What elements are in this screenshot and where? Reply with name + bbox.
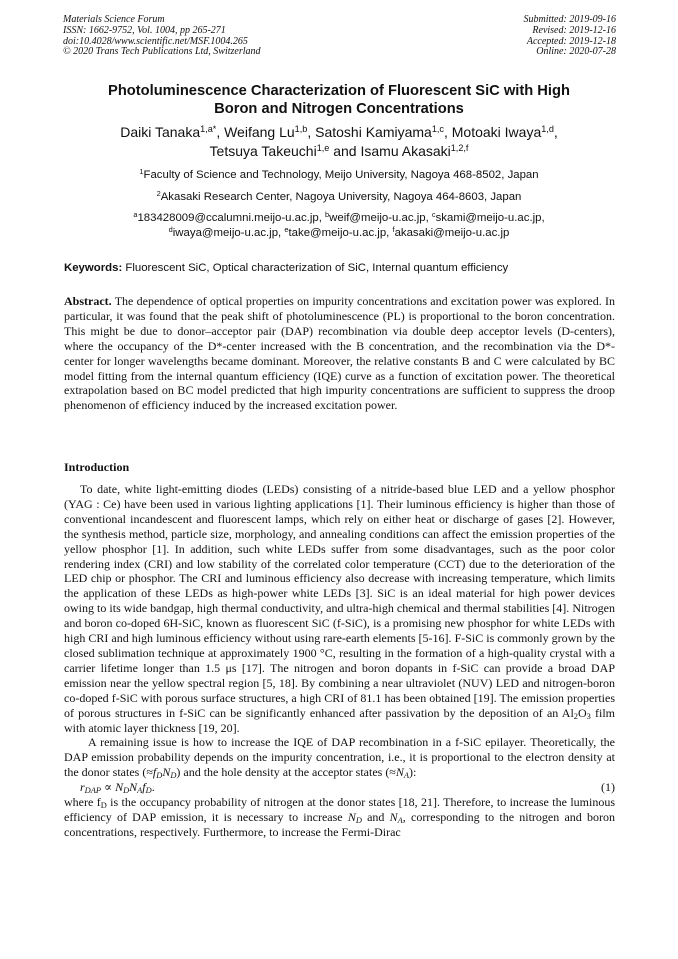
subscript: D xyxy=(355,816,362,826)
paragraph-text: A remaining issue is how to increase the IQE of DAP recombination in a f-SiC epilayer. Theoretically, the DAP emission probability depends on the impurity concentration, i.e., it is proportional to the electron density at the donor states (≈ xyxy=(64,735,615,780)
title-line-1: Photoluminescence Characterization of Fluorescent SiC with High xyxy=(108,83,570,99)
accepted-date: Accepted: 2019-12-18 xyxy=(526,35,616,47)
author-affiliation-sup: 1,2,f xyxy=(450,143,469,153)
keywords-text: Fluorescent SiC, Optical characterization of SiC, Internal quantum efficiency xyxy=(122,262,509,274)
email-link[interactable]: 183428009@ccalumni.meijo-u.ac.jp, xyxy=(137,212,326,224)
affiliation-text: Faculty of Science and Technology, Meijo University, Nagoya 468-8502, Japan xyxy=(143,169,539,181)
author-affiliation-sup: 1,c xyxy=(431,124,444,134)
eq-symbol: f xyxy=(142,780,146,795)
email-link[interactable]: akasaki@meijo-u.ac.jp xyxy=(394,226,510,239)
subscript: A xyxy=(397,816,403,826)
author-affiliation-sup: 1,e xyxy=(316,143,330,153)
submitted-date: Submitted: 2019-09-16 xyxy=(523,14,616,25)
eq-relation: ∝ xyxy=(100,780,116,795)
intro-paragraph-3 xyxy=(64,795,615,840)
eq-symbol: N xyxy=(115,780,124,795)
paper-title xyxy=(64,82,614,118)
eq-symbol: r xyxy=(80,780,85,795)
abstract-text: The dependence of optical properties on impurity concentrations and excitation power was explored. In particular, it was found that the peak shift of photoluminescence (PL) is proportional to the boron concentration. This might be due to donor–acceptor pair (DAP) recombination via double deep acceptor levels (D-centers), where the occupancy of the D*-center increased with the B concentration, and the recombination via the D*-center for longer wavelengths became dominant. Moreover, the relative constants B and C were calculated by BC model fitting from the internal quantum efficiency (IQE) curve as a function of excitation power. The theoretical extrapolation based on BC model predicted that high impurity concentrations are sufficient to suppress the droop phenomenon of efficiency induced by the increased excitation power. xyxy=(64,294,615,413)
author-separator: , xyxy=(443,124,452,140)
email-link[interactable]: skami@meijo-u.ac.jp, xyxy=(435,212,545,224)
author-name: Motoaki Iwaya xyxy=(451,124,542,140)
author-name: Daiki Tanaka xyxy=(120,124,201,140)
email-link[interactable]: weif@meijo-u.ac.jp, xyxy=(329,212,432,224)
revised-date: Revised: 2019-12-16 xyxy=(532,24,616,36)
paragraph-text: , corresponding to the nitrogen and boron concentrations, respectively. Furthermore, to increase the Fermi-Dirac xyxy=(64,810,615,839)
copyright-line: © 2020 Trans Tech Publications Ltd, Switzerland xyxy=(63,46,261,58)
author-name: Weifang Lu xyxy=(224,124,295,140)
paragraph-text: ) and the hole density at the acceptor states (≈ xyxy=(176,765,396,780)
symbol: N xyxy=(389,810,398,825)
paragraph-text: ): xyxy=(409,765,417,780)
affiliation-sup: 1 xyxy=(139,166,144,176)
paragraph-text: film with atomic layer thickness [19, 20]. xyxy=(64,705,616,735)
journal-header-right xyxy=(524,15,617,58)
email-sup: c xyxy=(431,209,436,219)
author-affiliation-sup: 1,b xyxy=(294,124,308,134)
symbol: N xyxy=(162,765,171,780)
email-link[interactable]: iwaya@meijo-u.ac.jp, xyxy=(172,226,285,239)
author-name: Isamu Akasaki xyxy=(360,143,451,159)
doi-line: doi:10.4028/www.scientific.net/MSF.1004.265 xyxy=(63,35,248,47)
eq-subscript: DAP xyxy=(84,786,101,796)
email-link[interactable]: take@meijo-u.ac.jp, xyxy=(288,226,393,239)
author-affiliation-sup: 1,a* xyxy=(200,124,217,134)
abstract-label: Abstract. xyxy=(64,294,112,308)
equation-number: (1) xyxy=(601,780,615,795)
affiliation-text: Akasaki Research Center, Nagoya University, Nagoya 464-8603, Japan xyxy=(160,191,522,203)
keywords-line xyxy=(64,261,616,275)
symbol: f xyxy=(152,765,157,780)
author-separator: , xyxy=(216,124,225,140)
author-separator: and xyxy=(329,143,361,159)
author-separator: , xyxy=(553,124,558,140)
online-date: Online: 2020-07-28 xyxy=(536,46,616,58)
intro-paragraph-2 xyxy=(64,735,615,780)
symbol: N xyxy=(347,810,356,825)
eq-subscript: D xyxy=(123,786,130,796)
email-sup: f xyxy=(392,224,395,234)
email-sup: d xyxy=(168,224,173,234)
journal-name: Materials Science Forum xyxy=(63,14,165,25)
journal-header-left xyxy=(63,15,261,58)
subscript: 2 xyxy=(573,711,578,721)
author-name: Tetsuya Takeuchi xyxy=(209,143,317,159)
paragraph-text: and xyxy=(361,810,390,825)
subscript: 3 xyxy=(586,711,591,721)
paragraph-text: is the occupancy probability of nitrogen at the donor states [18, 21]. Therefore, to increase the luminous efficiency of DAP emission, it is necessary to increase xyxy=(64,795,615,825)
eq-end: . xyxy=(151,780,155,795)
eq-symbol: N xyxy=(129,780,138,795)
author-separator: , xyxy=(307,124,316,140)
eq-subscript: D xyxy=(145,786,152,796)
equation-1 xyxy=(64,780,615,795)
affiliation-1 xyxy=(64,168,614,182)
affiliation-sup: 2 xyxy=(156,188,161,198)
author-list xyxy=(64,123,614,161)
title-line-2: Boron and Nitrogen Concentrations xyxy=(214,101,464,117)
subscript: D xyxy=(156,771,163,781)
abstract-paragraph xyxy=(64,294,615,413)
eq-subscript: A xyxy=(137,786,143,796)
subscript: D xyxy=(170,771,177,781)
equation-body xyxy=(80,780,155,795)
author-name: Satoshi Kamiyama xyxy=(315,124,432,140)
subscript: D xyxy=(100,801,107,811)
email-sup: e xyxy=(284,224,289,234)
introduction-body xyxy=(64,482,615,840)
paragraph-text: To date, white light-emitting diodes (LEDs) consisting of a nitride-based blue LED and a yellow phosphor (YAG : Ce) have been used in various lighting applications [1]. Their luminous efficiency is higher than those of conventional incandescent and fluorescent lamps, which rely on either heat or discharge of gases [2]. However, the synthesis method, particle size, morphology, and annealing conditions can affect the emission properties of the yellow phosphor [1]. In addition, such white LEDs suffer from some disadvantages, such as the poor color rendering index (CRI) and low stability of the correlated color temperature (CCT) due to the deterioration of the LED chip or phosphor. The CRI and luminous efficiency also decrease with increasing temperature, which limits the application of these LEDs as high-power white LEDs [3]. SiC is an ideal material for high power devices owing to its wide bandgap, high thermal conductivity, and ultra-high chemical and thermal stabilities [4]. Nitrogen and boron co-doped 6H-SiC, known as fluorescent SiC (f-SiC), is a promising new phosphor for white LEDs with high CRI and high luminous efficiency without using rare-earth elements [5-16]. F-SiC is commonly grown by the closed sublimation technique at approximately 1900 °C, resulting in the formation of a high-quality crystal with a carrier lifetime longer than 1.5 μs [17]. The nitrogen and boron dopants in f-SiC can provide a broad DAP emission near the yellow spectral region [5, 18]. By combining a near ultraviolet (NUV) LED and nitrogen-boron co-doped f-SiC with porous surface structures, a high CRI of 81.1 has been obtained [19]. The emission properties of porous structures in f-SiC can be significantly enhanced after passivation by the deposition of an Al xyxy=(64,482,615,720)
intro-paragraph-1 xyxy=(64,482,615,735)
email-sup: a xyxy=(133,209,138,219)
email-sup: b xyxy=(325,209,330,219)
affiliation-2 xyxy=(64,190,614,204)
subscript: A xyxy=(403,771,410,781)
author-emails xyxy=(64,211,614,240)
author-affiliation-sup: 1,d xyxy=(541,124,554,134)
keywords-label: Keywords: xyxy=(64,262,123,274)
paragraph-text: O xyxy=(577,705,587,720)
issn-line: ISSN: 1662-9752, Vol. 1004, pp 265-271 xyxy=(63,24,226,36)
paragraph-text: where f xyxy=(64,795,101,810)
symbol: N xyxy=(395,765,404,780)
introduction-heading: Introduction xyxy=(64,460,130,474)
